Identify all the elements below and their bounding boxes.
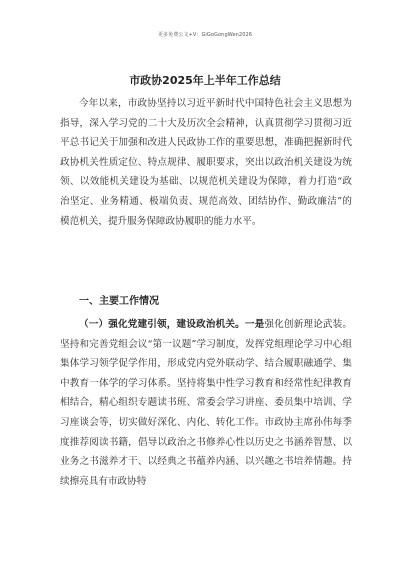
subsection-paragraph bbox=[60, 315, 352, 491]
section-heading: 一、主要工作情况 bbox=[79, 296, 159, 307]
header-watermark: 更多免费公文+V：GiGoGongWen2026 bbox=[157, 32, 253, 38]
subsection-heading: （一）强化党建引领，建设政治机关。一是 bbox=[79, 319, 265, 330]
document-title: 市政协2025年上半年工作总结 bbox=[129, 74, 281, 87]
intro-paragraph: 今年以来，市政协坚持以习近平新时代中国特色社会主义思想为指导，深入学习党的二十大及历次全会精神，认真贯彻学习贯彻习近平总书记关于加强和改进人民政协工作的重要思想，准确把握新时代政协机关性质定位、特点规律、履职要求，突出以政治机关建设为统领、以效能机关建设为基础、以规范机关建设为保障，着力打造“政治坚定、业务精通、极端负责、规范高效、团结协作、勤政廉洁”的模范机关，提升服务保障政协履职的能力水平。 bbox=[60, 98, 352, 227]
subsection-body: 强化创新理论武装。坚持和完善党组会议“第一议题”学习制度，发挥党组理论学习中心组集体学习领学促学作用，形成党内党外联动学、结合履职融通学、集中教育一体学的学习体系。坚持将集中性学习教育和经常性纪律教育相结合，精心组织专题读书班、常委会学习讲座、委员集中培训、学习座谈会等，切实做好深化、内化、转化工作。市政协主席孙伟每季度推荐阅读书籍，倡导以政治之书修养心性以历史之书涵养智慧、以业务之书滋养才干、以经典之书蕴养内涵、以兴趣之书培养情趣。持续擦亮具有市政协特 bbox=[60, 319, 352, 487]
